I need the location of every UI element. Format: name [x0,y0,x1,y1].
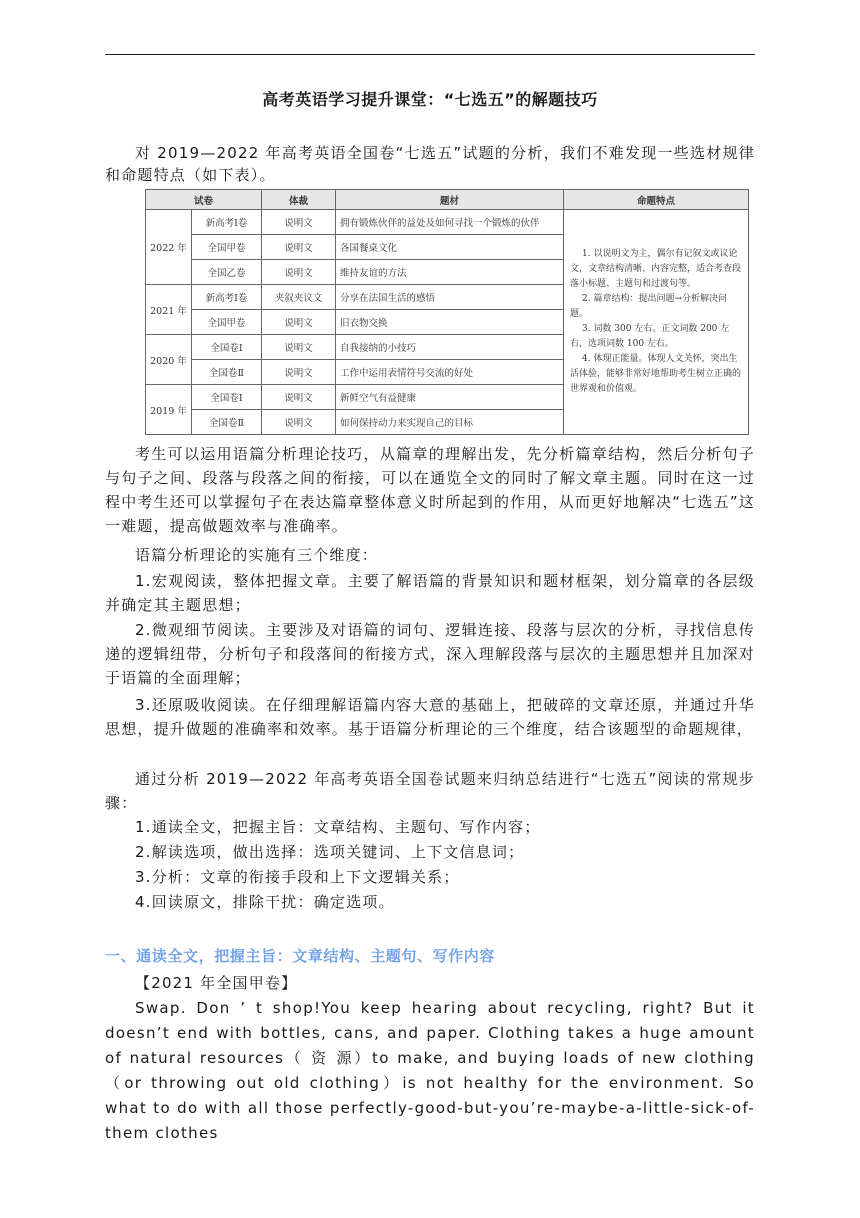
genre-cell: 说明文 [262,360,336,385]
steps-intro: 通过分析 2019—2022 年高考英语全国卷试题来归纳总结进行“七选五”阅读的常规步骤： [105,770,755,812]
header-topic: 题材 [336,190,564,210]
genre-cell: 说明文 [262,210,336,235]
paper-cell: 全国卷Ⅱ [192,360,262,385]
genre-cell: 说明文 [262,335,336,360]
topic-cell: 拥有锻炼伙伴的益处及如何寻找一个锻炼的伙伴 [336,210,564,235]
paper-cell: 全国甲卷 [192,310,262,335]
topic-cell: 新鲜空气有益健康 [336,385,564,410]
step-3: 3.分析：文章的衔接手段和上下文逻辑关系； [135,868,460,886]
genre-cell: 说明文 [262,235,336,260]
page-title: 高考英语学习提升课堂：“七选五”的解题技巧 [262,90,598,109]
genre-cell: 说明文 [262,260,336,285]
source-label: 【2021 年全国甲卷】 [135,974,298,992]
year-cell: 2021 年 [146,285,192,335]
dimension-2: 2.微观细节阅读。主要涉及对语篇的词句、逻辑连接、段落与层次的分析，寻找信息传递的逻辑纽带，分析句子和段落间的衔接方式，深入理解段落与层次的主题思想并且加深对于语篇的全面理解； [105,621,755,687]
feature-item: 4. 体现正能量。体现人文关怀，突出生活体验，能够非常好地帮助考生树立正确的世界观和价值观。 [570,354,742,394]
topic-cell: 旧衣物交换 [336,310,564,335]
genre-cell: 说明文 [262,385,336,410]
table-row [146,210,749,235]
paper-cell: 新高考Ⅰ卷 [192,210,262,235]
header-features: 命题特点 [564,190,749,210]
header-paper: 试卷 [146,190,262,210]
step-1: 1.通读全文，把握主旨：文章结构、主题句、写作内容； [135,818,541,836]
dimensions-intro: 语篇分析理论的实施有三个维度： [135,546,379,564]
paper-cell: 全国卷Ⅱ [192,410,262,435]
english-passage: Swap. Don ’ t shop!You keep hearing about recycling, right? But it doesn’t end with bottles, cans, and paper. Clothing takes a huge amount of natural resources（ 资 源）to make, and buying loads of new clothing（or throwing out old clothing）is not healthy for the environment. So what to do with all those perfectly-good-but-you’re-maybe-a-little-sick-of-them clothes [105,999,755,1142]
paper-cell: 全国乙卷 [192,260,262,285]
analysis-paragraph: 考生可以运用语篇分析理论技巧，从篇章的理解出发，先分析篇章结构，然后分析句子与句子之间、段落与段落之间的衔接，可以在通览全文的同时了解文章主题。同时在这一过程中考生还可以掌握句子在表达篇章整体意义时所起到的作用，从而更好地解决“七选五”这一难题，提高做题效率与准确率。 [105,445,755,535]
header-rule [105,54,755,55]
paper-cell: 新高考Ⅰ卷 [192,285,262,310]
genre-cell: 说明文 [262,310,336,335]
year-cell: 2020 年 [146,335,192,385]
topic-cell: 维持友谊的方法 [336,260,564,285]
feature-item: 3. 词数 300 左右。正文词数 200 左右，选项词数 100 左右。 [570,324,730,349]
topic-cell: 如何保持动力来实现自己的目标 [336,410,564,435]
topic-cell: 工作中运用表情符号交流的好处 [336,360,564,385]
dimension-3: 3.还原吸收阅读。在仔细理解语篇内容大意的基础上，把破碎的文章还原，并通过升华思想，提升做题的准确率和效率。基于语篇分析理论的三个维度，结合该题型的命题规律， [105,696,755,738]
paper-cell: 全国卷Ⅰ [192,335,262,360]
section-heading: 一、通读全文，把握主旨：文章结构、主题句、写作内容 [105,947,496,965]
features-cell [564,210,749,435]
topic-cell: 分享在法国生活的感悟 [336,285,564,310]
header-genre: 体裁 [262,190,336,210]
genre-cell: 夹叙夹议文 [262,285,336,310]
intro-paragraph: 对 2019—2022 年高考英语全国卷“七选五”试题的分析，我们不难发现一些选材规律和命题特点（如下表）。 [105,144,755,184]
feature-item: 1. 以说明文为主，偶尔有记叙文或议论文，文章结构清晰、内容完整，适合考查段落小标题、主题句和过渡句等。 [570,249,742,289]
feature-item: 2. 篇章结构：提出问题→分析解决问题。 [570,294,728,319]
topic-cell: 各国餐桌文化 [336,235,564,260]
topic-cell: 自我接纳的小技巧 [336,335,564,360]
table-header-row [146,190,749,210]
year-cell: 2022 年 [146,210,192,285]
paper-cell: 全国甲卷 [192,235,262,260]
topic-table [145,189,749,435]
dimension-1: 1.宏观阅读，整体把握文章。主要了解语篇的背景知识和题材框架，划分篇章的各层级并确定其主题思想； [105,572,755,614]
paper-cell: 全国卷Ⅰ [192,385,262,410]
step-2: 2.解读选项，做出选择：选项关键词、上下文信息词； [135,843,525,861]
step-4: 4.回读原文，排除干扰：确定选项。 [135,893,395,911]
genre-cell: 说明文 [262,410,336,435]
year-cell: 2019 年 [146,385,192,435]
